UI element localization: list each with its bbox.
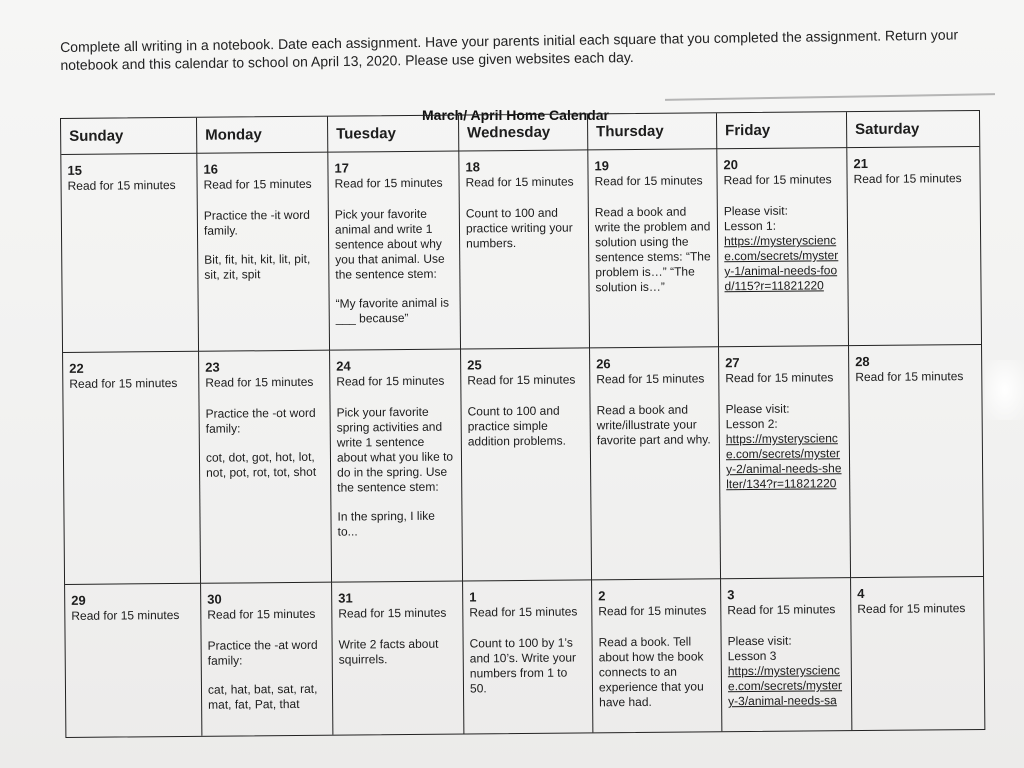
calendar-cell	[590, 347, 721, 580]
assignment-detail: Bit, fit, hit, kit, lit, pit, sit, zit, spit	[204, 251, 311, 282]
assignment-text: Read a book and write the problem and solution using the sentence stems: “The problem is…” “The solution is…”	[594, 204, 711, 295]
date-number: 20	[723, 157, 738, 173]
assignment-detail: cot, dot, got, hot, lot, not, pot, rot, tot, shot	[205, 449, 317, 480]
date-number: 30	[207, 591, 222, 607]
calendar-cell	[201, 583, 333, 736]
calendar-cell	[197, 153, 330, 352]
lesson-link[interactable]: https://mysterysciencе.com/secrets/mystery-2/animal-needs-shelter/134?r=11821220	[725, 431, 842, 492]
date-number: 4	[857, 585, 865, 602]
assignment-text: Please visit:	[725, 401, 790, 417]
reading-task: Read for 15 minutes	[723, 172, 832, 188]
calendar-cell	[199, 351, 332, 584]
lesson-label: Lesson 2:	[725, 416, 778, 432]
date-number: 2	[598, 588, 606, 604]
calendar-cell	[849, 345, 983, 578]
assignment-text: Practice the -ot word family:	[205, 405, 316, 436]
assignment-text: Please visit:	[723, 203, 788, 219]
lesson-link[interactable]: https://mysterysciencе.com/secrets/mystery-3/animal-needs-sa	[727, 663, 843, 709]
day-header-thursday: Thursday	[588, 113, 717, 150]
pencil-mark	[665, 93, 995, 101]
day-header-tuesday: Tuesday	[328, 116, 459, 153]
reading-task: Read for 15 minutes	[469, 604, 578, 620]
reading-task: Read for 15 minutes	[71, 607, 180, 623]
calendar-title: March/ April Home Calendar	[422, 107, 609, 123]
assignment-detail: cat, hat, bat, sat, rat, mat, fat, Pat, that	[207, 681, 318, 712]
reading-task: Read for 15 minutes	[727, 602, 836, 618]
calendar-cell	[332, 582, 464, 735]
date-number: 25	[467, 357, 482, 373]
assignment-text: Practice the -it word family.	[203, 207, 310, 238]
reading-task: Read for 15 minutes	[336, 373, 445, 389]
calendar-cell	[330, 350, 463, 583]
reading-task: Read for 15 minutes	[855, 369, 964, 385]
reading-task: Read for 15 minutes	[594, 173, 703, 189]
assignment-text: Count to 100 and practice simple addition problems.	[467, 403, 566, 449]
calendar-cell	[719, 346, 851, 579]
date-number: 19	[594, 158, 609, 174]
calendar-cell	[592, 579, 722, 732]
assignment-text: Count to 100 by 1’s and 10’s. Write your numbers from 1 to 50.	[469, 635, 577, 696]
date-number: 22	[69, 360, 84, 376]
assignment-text: Read a book and write/illustrate your favorite part and why.	[596, 402, 711, 448]
date-number: 23	[205, 359, 220, 375]
reading-task: Read for 15 minutes	[857, 601, 966, 617]
reading-task: Read for 15 minutes	[334, 175, 443, 191]
home-calendar-grid	[60, 110, 985, 738]
reading-task: Read for 15 minutes	[598, 603, 707, 619]
calendar-cell	[851, 577, 984, 730]
paper-glare	[985, 360, 1024, 420]
assignment-text: Count to 100 and practice writing your numbers.	[465, 205, 573, 251]
day-header-wednesday: Wednesday	[459, 114, 588, 151]
reading-task: Read for 15 minutes	[205, 374, 314, 390]
date-number: 15	[67, 162, 82, 178]
assignment-text: Pick your favorite animal and write 1 sentence about why you that animal. Use the sentence stem:	[334, 206, 445, 282]
assignment-detail: “My favorite animal is ___ because”	[335, 295, 450, 326]
calendar-cell	[847, 147, 981, 346]
reading-task: Read for 15 minutes	[725, 370, 834, 386]
reading-task: Read for 15 minutes	[67, 177, 176, 193]
reading-task: Read for 15 minutes	[596, 371, 705, 387]
calendar-cell	[328, 152, 461, 351]
calendar-cell	[63, 352, 201, 585]
date-number: 24	[336, 358, 351, 374]
date-number: 16	[203, 161, 218, 177]
instructions-line-2: notebook and this calendar to school on April 13, 2020. Please use given websites each day.	[60, 48, 634, 73]
assignment-text: Read a book. Tell about how the book connects to an experience that you have had.	[598, 634, 704, 710]
date-number: 29	[71, 592, 86, 608]
date-number: 18	[465, 159, 480, 175]
assignment-detail: In the spring, I like to...	[337, 508, 435, 539]
date-number: 28	[855, 353, 870, 370]
calendar-cell	[65, 584, 202, 737]
date-number: 31	[338, 590, 353, 606]
day-header-friday: Friday	[717, 112, 847, 149]
lesson-label: Lesson 1:	[723, 218, 777, 234]
reading-task: Read for 15 minutes	[338, 605, 447, 621]
day-header-saturday: Saturday	[847, 111, 979, 148]
date-number: 3	[727, 587, 735, 603]
date-number: 27	[725, 355, 740, 371]
reading-task: Read for 15 minutes	[203, 176, 312, 192]
reading-task: Read for 15 minutes	[853, 171, 962, 187]
lesson-label: Lesson 3	[727, 648, 777, 664]
assignment-text: Pick your favorite spring activities and write 1 sentence about what you like to do in the spring. Use the sentence stem:	[336, 404, 454, 495]
day-header-sunday: Sunday	[61, 118, 197, 155]
assignment-text: Please visit:	[727, 633, 792, 649]
lesson-link[interactable]: https://mysterysciencе.com/secrets/mystery-1/animal-needs-food/115?r=11821220	[724, 233, 839, 294]
calendar-cell	[717, 148, 849, 347]
calendar-cell	[461, 348, 592, 581]
date-number: 21	[853, 155, 868, 172]
date-number: 1	[469, 589, 477, 605]
date-number: 26	[596, 356, 611, 372]
reading-task: Read for 15 minutes	[467, 372, 576, 388]
calendar-cell	[459, 150, 590, 349]
calendar-cell	[721, 578, 852, 731]
calendar-cell	[463, 580, 593, 733]
assignment-text: Write 2 facts about squirrels.	[338, 636, 439, 667]
instructions	[60, 25, 960, 74]
reading-task: Read for 15 minutes	[465, 174, 574, 190]
assignment-text: Practice the -at word family:	[207, 637, 318, 668]
calendar-cell	[61, 154, 199, 353]
instructions-line-1: Complete all writing in a notebook. Date each assignment. Have your parents initial each square that you completed the assignment. Return your	[60, 26, 959, 55]
day-header-monday: Monday	[197, 117, 328, 154]
reading-task: Read for 15 minutes	[207, 606, 316, 622]
reading-task: Read for 15 minutes	[69, 375, 178, 391]
date-number: 17	[334, 160, 349, 176]
calendar-cell	[588, 149, 719, 348]
